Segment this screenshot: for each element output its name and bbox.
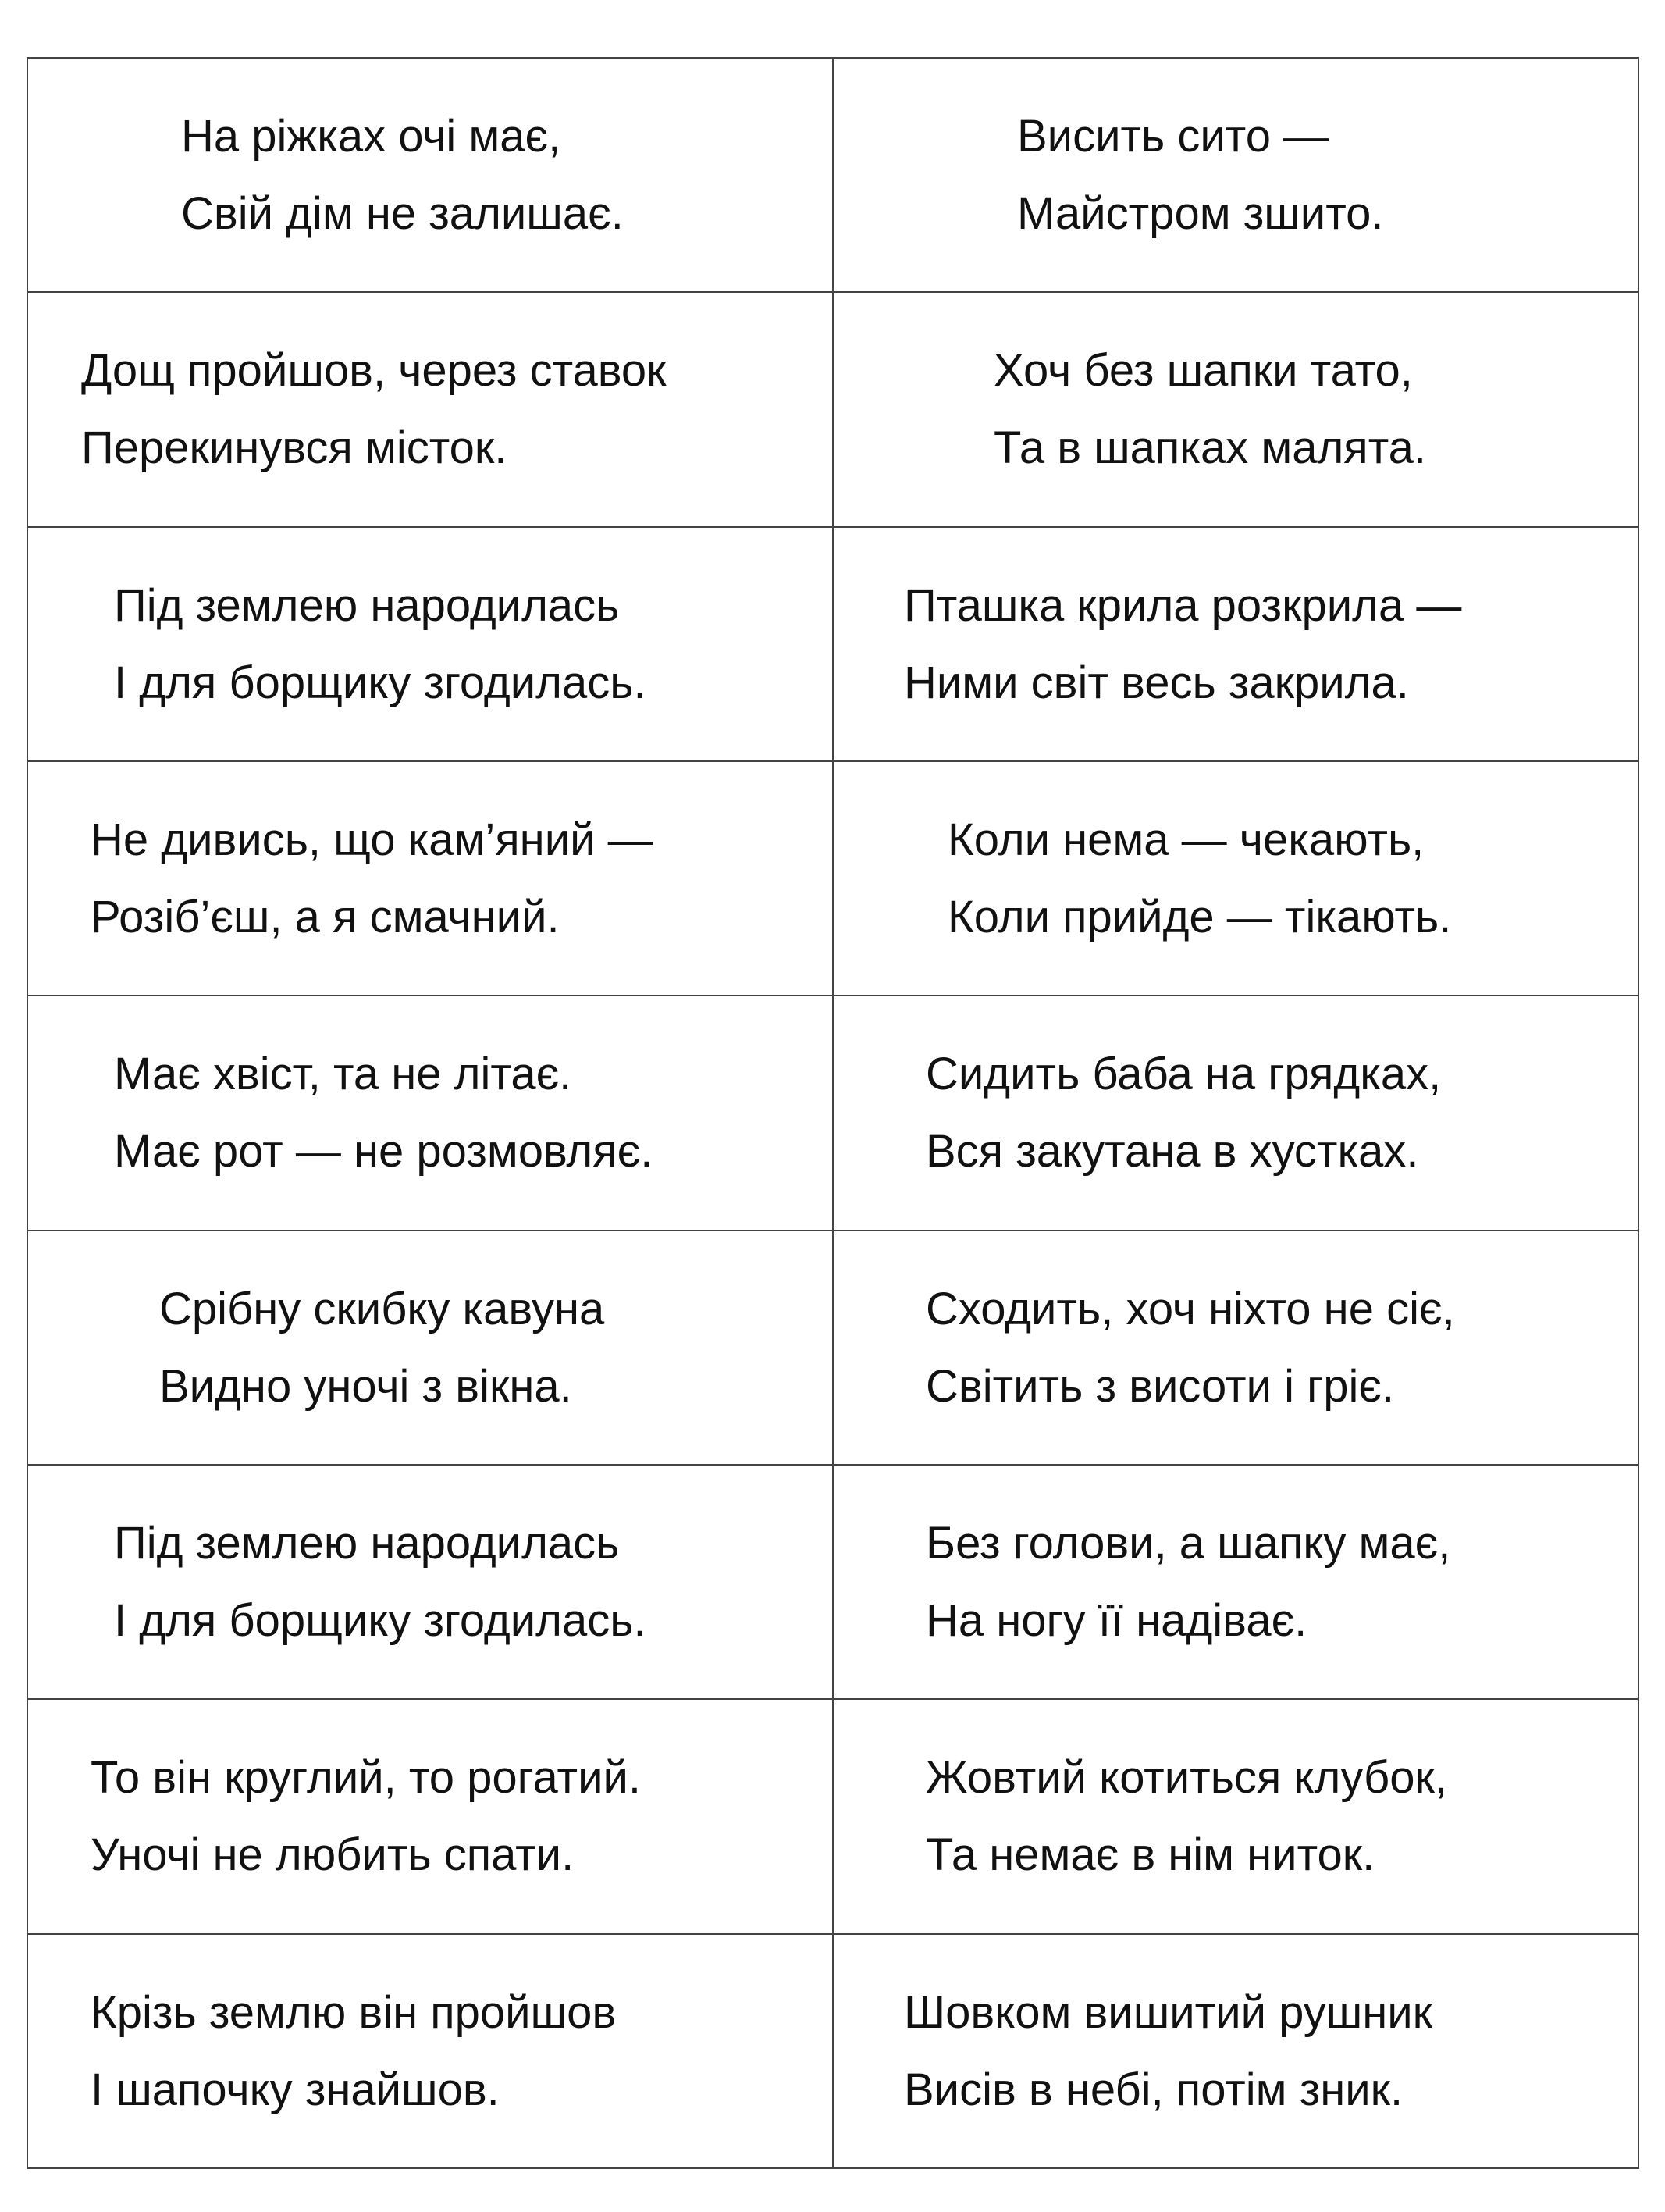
riddle-cell-right [833,58,1638,292]
riddle-line: Під землею народилась [114,579,620,631]
riddle-line: І для борщику згодилась. [114,657,646,708]
riddle-cell-left [27,527,833,761]
riddle-text [834,1505,1638,1659]
riddle-cell-left [27,1465,833,1699]
riddle-line: І шапочку знайшов. [91,2064,500,2115]
riddle-text [28,98,832,252]
riddle-line: Розіб’єш, а я смачний. [91,892,560,943]
riddle-line: Видно уночі з вікна. [159,1360,572,1412]
riddle-cell-right [833,1699,1638,1933]
riddle-text [834,567,1638,721]
riddle-line: Висить сито — [1017,111,1329,162]
riddle-cell-left [27,58,833,292]
riddle-line: Під землею народилась [114,1518,620,1569]
riddle-line: Коли прийде — тікають. [948,892,1452,943]
riddle-line: Має рот — не розмовляє. [114,1126,653,1177]
riddle-line: Сидить баба на грядках, [926,1049,1442,1100]
riddle-cell-left [27,1699,833,1933]
riddle-text [834,1974,1638,2128]
riddle-line: Світить з висоти і гріє. [926,1360,1395,1412]
riddle-text [834,1270,1638,1425]
riddle-cell-left [27,761,833,996]
riddle-cell-right [833,996,1638,1230]
riddle-line: Ними світ весь закрила. [904,657,1409,708]
table-row [27,527,1638,761]
riddle-line: Пташка крила розкрила — [904,579,1462,631]
riddle-line: Майстром зшито. [1017,188,1384,240]
riddle-cell-left [27,1934,833,2168]
table-row [27,1231,1638,1465]
riddle-line: Хоч без шапки тато, [994,345,1413,397]
riddle-cell-left [27,996,833,1230]
riddle-text [834,1035,1638,1190]
riddle-line: На ногу її надіває. [926,1595,1307,1647]
table-row [27,1934,1638,2168]
riddle-cell-right [833,1231,1638,1465]
table-row [27,761,1638,996]
riddle-line: І для борщику згодилась. [114,1595,646,1647]
riddle-table [27,57,1639,2169]
riddle-cell-right [833,292,1638,526]
riddle-text [28,1035,832,1190]
riddle-text [28,1739,832,1893]
riddle-text [28,1505,832,1659]
riddle-line: Уночі не любить спати. [91,1829,575,1881]
riddle-line: Має хвіст, та не літає. [114,1049,572,1100]
riddle-line: Сходить, хоч ніхто не сіє, [926,1283,1455,1334]
riddle-line: Срібну скибку кавуна [159,1283,605,1334]
riddle-line: Дощ пройшов, через ставок [81,345,667,397]
riddle-line: Висів в небі, потім зник. [904,2064,1404,2115]
riddle-line: Коли нема — чекають, [948,814,1425,866]
riddle-cell-left [27,1231,833,1465]
riddle-text [28,1270,832,1425]
table-row [27,58,1638,292]
riddle-line: Свій дім не залишає. [181,188,624,240]
riddle-cell-right [833,527,1638,761]
riddle-text [834,332,1638,486]
riddle-text [28,1974,832,2128]
riddle-line: Перекинувся місток. [81,422,507,474]
riddle-line: Без голови, а шапку має, [926,1518,1451,1569]
table-row [27,292,1638,526]
riddle-text [28,567,832,721]
riddle-line: Та немає в нім ниток. [926,1829,1375,1881]
riddle-text [834,98,1638,252]
riddle-line: То він круглий, то рогатий. [91,1752,641,1804]
riddle-line: Жовтий котиться клубок, [926,1752,1447,1804]
table-row [27,1465,1638,1699]
table-row [27,996,1638,1230]
riddle-cell-right [833,761,1638,996]
riddle-line: Крізь землю він пройшов [91,1986,617,2038]
riddle-text [28,801,832,956]
riddle-text [834,801,1638,956]
riddle-line: Шовком вишитий рушник [904,1986,1433,2038]
riddle-line: Та в шапках малята. [994,422,1427,474]
riddle-line: На ріжках очі має, [181,111,561,162]
riddle-line: Вся закутана в хустках. [926,1126,1419,1177]
riddle-text [834,1739,1638,1893]
riddle-line: Не дивись, що кам’яний — [91,814,653,866]
riddle-cell-left [27,292,833,526]
riddle-cell-right [833,1934,1638,2168]
table-row [27,1699,1638,1933]
riddle-text [28,332,832,486]
riddle-cell-right [833,1465,1638,1699]
